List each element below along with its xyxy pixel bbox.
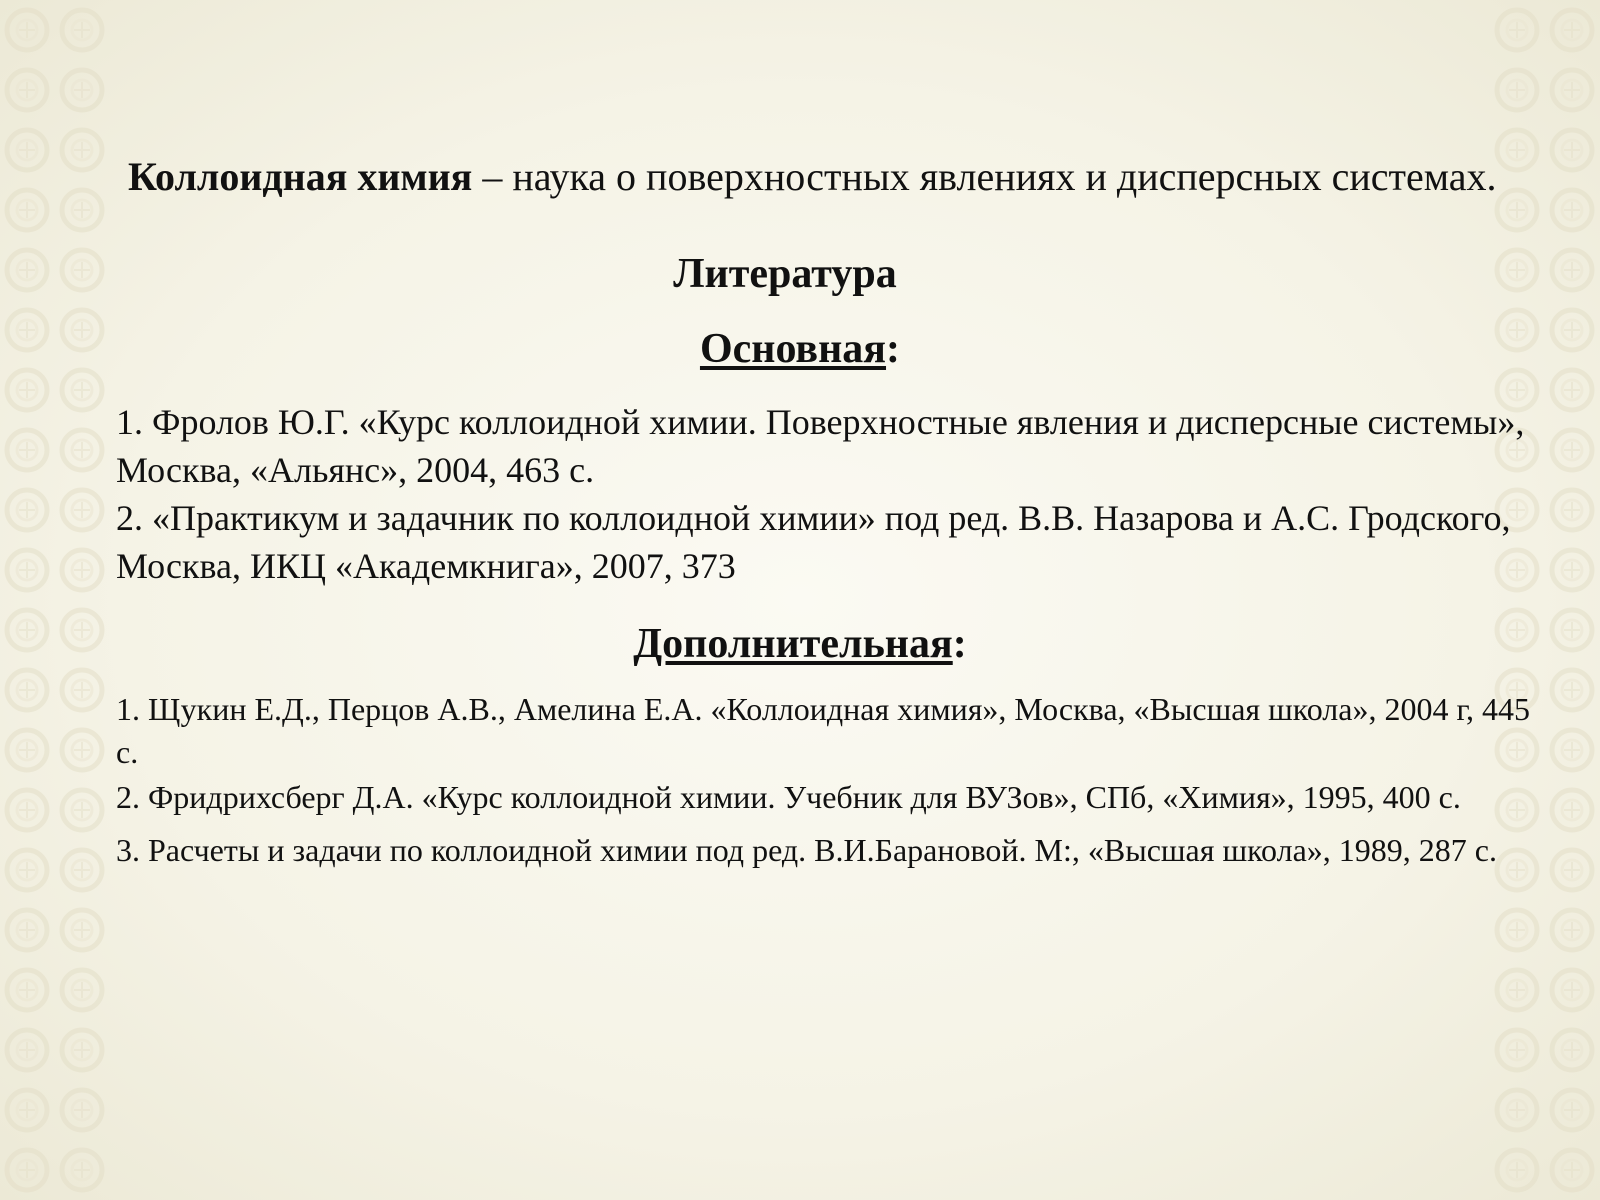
extra-section-heading: [0, 620, 1600, 668]
extra-reference-item-3: 3. Расчеты и задачи по коллоидной химии под ред. В.И.Барановой. М:, «Высшая школа», 1989, 287 с.: [116, 832, 1497, 868]
extra-references-list: [116, 688, 1536, 876]
main-reference-item-2: 2. «Практикум и задачник по коллоидной химии» под ред. В.В. Назарова и А.С. Гродского, Москва, ИКЦ «Академкнига», 2007, 373: [116, 498, 1511, 586]
definition-text: – наука о поверхностных явлениях и дисперсных системах.: [472, 154, 1497, 199]
extra-section-colon: :: [952, 621, 967, 667]
main-section-title: Основная: [699, 326, 887, 372]
definition-paragraph: [128, 150, 1508, 204]
main-section-heading: [0, 325, 1600, 373]
main-references-list: [116, 398, 1536, 590]
main-section-colon: :: [886, 326, 901, 372]
extra-reference-item-2: 2. Фридрихсберг Д.А. «Курс коллоидной химии. Учебник для ВУЗов», СПб, «Химия», 1995, 400 с.: [116, 779, 1461, 815]
main-reference-item-1: 1. Фролов Ю.Г. «Курс коллоидной химии. Поверхностные явления и дисперсные системы», Москва, «Альянс», 2004, 463 с.: [116, 402, 1525, 490]
definition-term: Коллоидная химия: [128, 154, 473, 199]
extra-reference-item-1: 1. Щукин Е.Д., Перцов А.В., Амелина Е.А. «Коллоидная химия», Москва, «Высшая школа», 2004 г, 445 с.: [116, 691, 1530, 770]
literature-heading: Литература: [673, 251, 897, 297]
extra-section-title: Дополнительная: [633, 621, 953, 667]
